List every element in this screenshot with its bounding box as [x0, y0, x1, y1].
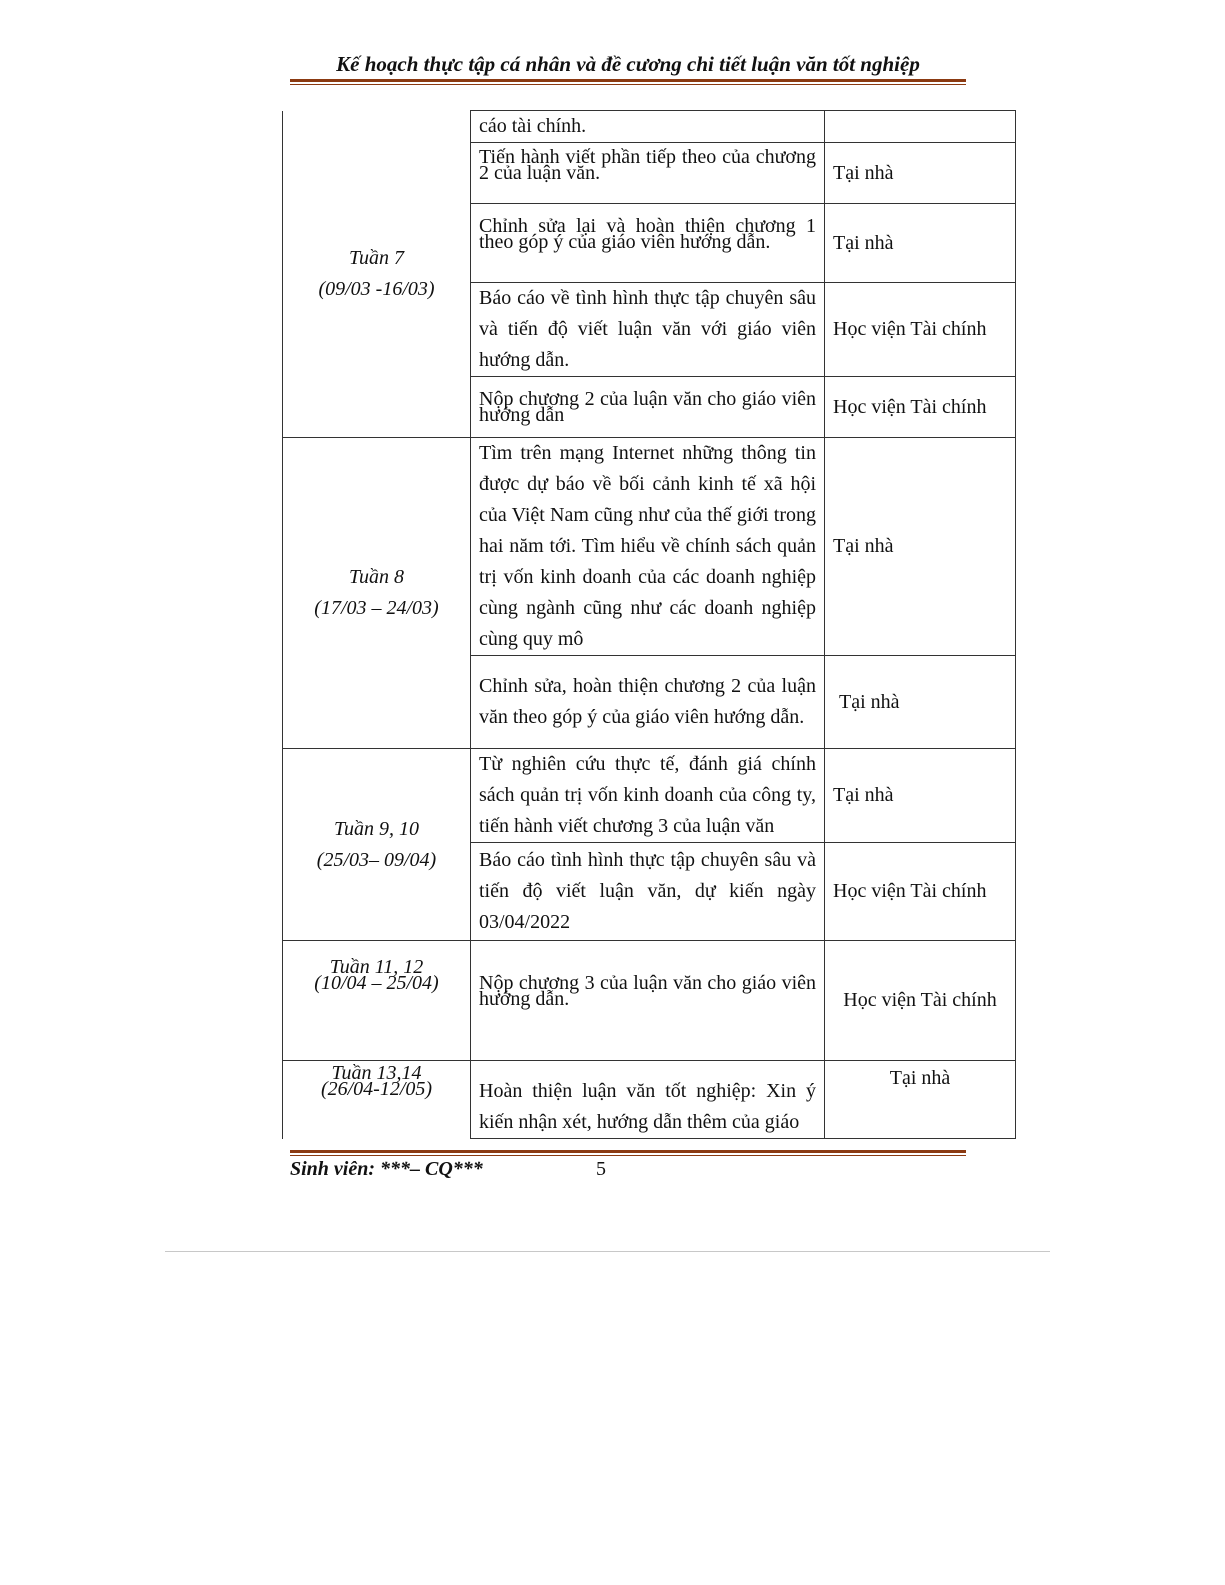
- place-cell: Học viện Tài chính: [825, 843, 1016, 941]
- place-cell: Tại nhà: [825, 1061, 1016, 1139]
- place-cell: [825, 111, 1016, 143]
- footer-rule: [290, 1150, 966, 1153]
- task-cell: Chỉnh sửa lại và hoàn thiện chương 1 theo góp ý của giáo viên hướng dẫn.: [471, 204, 825, 283]
- table-row: [283, 941, 1016, 1061]
- week-label: Tuần 13,14: [331, 1062, 422, 1084]
- week-label: Tuần 8: [348, 566, 405, 588]
- task-cell: Báo cáo về tình hình thực tập chuyên sâu và tiến độ viết luận văn với giáo viên hướng dẫn.: [471, 283, 825, 377]
- page-number: 5: [596, 1158, 606, 1180]
- task-cell: Nộp chương 2 của luận văn cho giáo viên hướng dẫn: [471, 377, 825, 438]
- footer-rule-thin: [290, 1155, 966, 1156]
- place-cell: Học viện Tài chính: [825, 283, 1016, 377]
- week-cell: [283, 1061, 471, 1139]
- place-cell: Học viện Tài chính: [825, 377, 1016, 438]
- week-label: Tuần 7: [348, 246, 405, 269]
- page-separator-line: [165, 1251, 1050, 1252]
- week-date-range: (25/03– 09/04): [316, 848, 437, 871]
- week-date-range: (26/04-12/05): [320, 1078, 433, 1100]
- week-date-range: (10/04 – 25/04): [314, 972, 439, 994]
- task-cell: Nộp chương 3 của luận văn cho giáo viên hướng dẫn.: [471, 941, 825, 1061]
- task-cell: Tiến hành viết phần tiếp theo của chương 2 của luận văn.: [471, 143, 825, 204]
- place-cell: Tại nhà: [825, 438, 1016, 656]
- place-cell: Tại nhà: [825, 656, 1016, 749]
- table-row: [283, 438, 1016, 656]
- week-label: Tuần 9, 10: [333, 817, 420, 840]
- task-cell: Tìm trên mạng Internet những thông tin được dự báo về bối cảnh kinh tế xã hội của Việt Nam cũng như của thế giới trong hai năm tới. Tìm hiểu về chính sách quản trị vốn kinh doanh của các doanh nghiệp cùng ngành cũng như các doanh nghiệp cùng quy mô: [471, 438, 825, 656]
- page-header-title: Kế hoạch thực tập cá nhân và đề cương chi tiết luận văn tốt nghiệp: [336, 52, 920, 76]
- place-cell: Tại nhà: [825, 204, 1016, 283]
- task-cell: cáo tài chính.: [471, 111, 825, 143]
- task-cell: Báo cáo tình hình thực tập chuyên sâu và tiến độ viết luận văn, dự kiến ngày 03/04/2022: [471, 843, 825, 941]
- week-cell: [283, 749, 471, 941]
- internship-plan-table: [282, 110, 1016, 1139]
- table-row: [283, 749, 1016, 843]
- week-label: Tuần 11, 12: [329, 956, 424, 978]
- place-cell: Tại nhà: [825, 749, 1016, 843]
- footer-student-label: Sinh viên: ***– CQ***: [290, 1158, 483, 1180]
- week-date-range: (09/03 -16/03): [318, 277, 435, 300]
- task-cell: Từ nghiên cứu thực tế, đánh giá chính sách quản trị vốn kinh doanh của công ty, tiến hành viết chương 3 của luận văn: [471, 749, 825, 843]
- place-cell: Học viện Tài chính: [825, 941, 1016, 1061]
- week-cell: [283, 111, 471, 438]
- week-date-range: (17/03 – 24/03): [314, 597, 439, 619]
- task-cell: Chỉnh sửa, hoàn thiện chương 2 của luận văn theo góp ý của giáo viên hướng dẫn.: [471, 656, 825, 749]
- task-cell: Hoàn thiện luận văn tốt nghiệp: Xin ý kiến nhận xét, hướng dẫn thêm của giáo: [471, 1061, 825, 1139]
- table-row: [283, 1061, 1016, 1139]
- table-row: [283, 111, 1016, 143]
- place-cell: Tại nhà: [825, 143, 1016, 204]
- header-rule: [290, 79, 966, 82]
- week-cell: [283, 941, 471, 1061]
- week-cell: [283, 438, 471, 749]
- header-rule-thin: [290, 84, 966, 85]
